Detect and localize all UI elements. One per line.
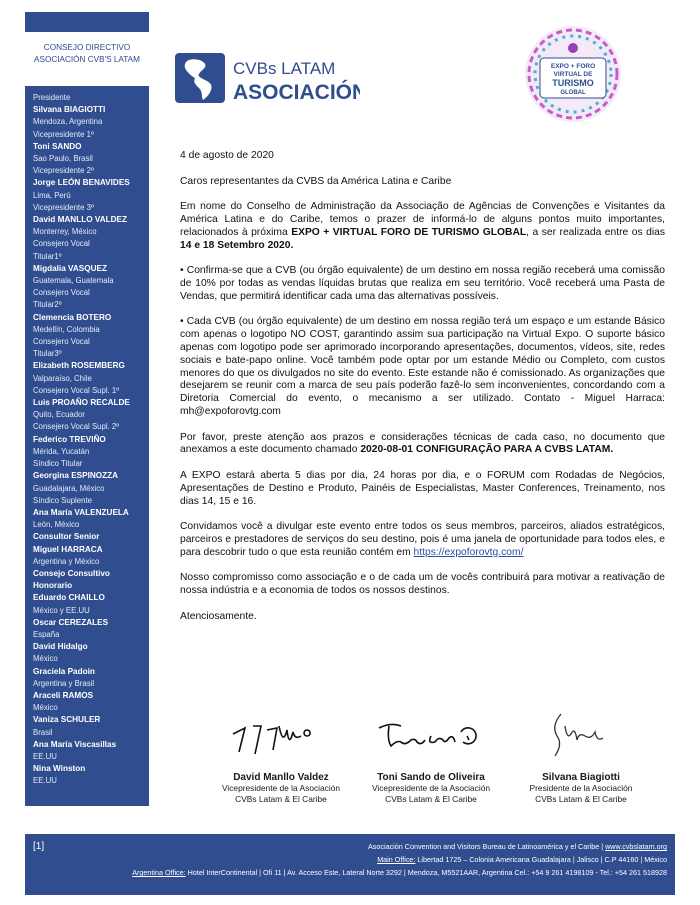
cvbs-latam-logo <box>175 52 360 108</box>
board-member-name: Miguel HARRACA <box>33 544 103 554</box>
signer-1-name: David Manllo Valdez <box>233 772 329 783</box>
letter-body <box>180 150 665 636</box>
board-member-detail: León, México <box>33 520 80 530</box>
paragraph-intro <box>180 201 665 252</box>
board-member-detail: México y EE.UU <box>33 605 90 615</box>
p1-text-a: Em nome do Conselho de Administração da Associação de Agências de Convenções e Visitantes da América Latina e do Caribe, temos o prazer de informá-lo de alguns pontos muito importantes, relacionados à próxima <box>180 201 665 238</box>
logo-line2: ASOCIACIÓN <box>233 81 360 104</box>
signature-2 <box>360 706 502 805</box>
board-member-detail: Mérida, Yucatán <box>33 446 90 456</box>
signature-3 <box>510 706 652 805</box>
board-member-name: Graciela Padoin <box>33 666 95 676</box>
board-member-name: Vaniza SCHULER <box>33 715 101 725</box>
board-member-detail: Consejero Vocal Supl. 2º <box>33 422 120 432</box>
footer-association-name: Asociación Convention and Visitors Bureau de Latinoamérica y el Caribe | <box>368 842 606 851</box>
board-member-name: Ana María VALENZUELA <box>33 507 129 517</box>
handwritten-signature-3 <box>521 706 641 768</box>
argentina-office-address: Hotel InterContinental | Ofi 11 | Av. Acceso Este, Lateral Norte 3292 | Mendoza, M5521AAR, Argentina Cel.: +54 9 261 4198109 - Tel.: +54 261 518928 <box>185 868 667 877</box>
board-member-detail: Presidente <box>33 93 71 102</box>
board-member-detail: Lima, Perú <box>33 190 71 200</box>
handwritten-signature-2 <box>371 706 491 768</box>
board-member-name: Honorario <box>33 581 73 591</box>
paragraph-attachment <box>180 432 665 458</box>
board-member-detail: Argentina y México <box>33 556 100 566</box>
board-member-name: Eduardo CHAILLO <box>33 593 105 603</box>
argentina-office-label: Argentina Office: <box>132 868 186 877</box>
board-member-name: Migdalia VASQUEZ <box>33 263 107 273</box>
board-member-detail: Consejero Vocal <box>33 337 90 347</box>
letter-date: 4 de agosto de 2020 <box>180 150 274 161</box>
board-sidebar <box>25 36 149 810</box>
footer-argentina-office <box>132 868 667 877</box>
board-member-name: Consejo Consultivo <box>33 568 110 578</box>
board-member-detail: Guadalajara, México <box>33 483 105 493</box>
board-member-detail: México <box>33 654 58 664</box>
board-member-detail: Consejero Vocal Supl. 1º <box>33 385 120 395</box>
board-member-detail: Vicepresidente 3º <box>33 202 94 212</box>
board-member-name: Elizabeth ROSEMBERG <box>33 361 125 371</box>
badge-line4: GLOBAL <box>560 90 586 96</box>
board-member-name: Federico TREVIÑO <box>33 434 106 444</box>
page-number: [1] <box>33 841 45 852</box>
board-member-detail: México <box>33 703 58 713</box>
expo-foro-badge <box>518 12 628 137</box>
page-footer <box>25 834 675 895</box>
board-member-detail: Brasil <box>33 727 53 737</box>
footer-website-link[interactable]: www.cvbslatam.org <box>605 842 667 851</box>
footer-main-office <box>377 855 667 864</box>
board-member-detail: Vicepresidente 2º <box>33 166 94 176</box>
paragraph-commission: • Confirma-se que a CVB (ou órgão equivalente) de um destino em nossa região receberá uma comissão de 10% por todas as vendas líquidas brutas que realiza em seu território. Você receberá uma Pasta de Vendas, que permitirá identificar cada uma das alternativas possíveis. <box>180 265 665 302</box>
board-member-detail: Sao Paulo, Brasil <box>33 154 93 164</box>
board-member-detail: España <box>33 629 60 639</box>
signer-3-name: Silvana Biagiotti <box>542 772 620 783</box>
board-member-name: Luis PROAÑO RECALDE <box>33 398 130 408</box>
footer-association-line <box>368 842 667 851</box>
signer-3-title2: CVBs Latam & El Caribe <box>535 794 627 804</box>
board-member-name: David Hidalgo <box>33 642 88 652</box>
p1-event-name: EXPO + VIRTUAL FORO DE TURISMO GLOBAL <box>291 226 527 238</box>
badge-line3: TURISMO <box>552 78 594 88</box>
sidebar-header-line2: ASOCIACIÓN CVB'S LATAM <box>34 55 140 64</box>
location-pin-icon <box>568 43 578 53</box>
signer-3-title1: Presidente de la Asociación <box>529 783 633 793</box>
p6-text-a: Convidamos você a divulgar este evento entre todos os seus membros, parceiros, aliados estratégicos, parceiros e prestadores de serviços do seu destino, pois é uma janela de oportunidade para todos eles, e para descobrir tudo o que esta reunião contém em <box>180 521 665 558</box>
sidebar-header-line1: CONSEJO DIRECTIVO <box>43 43 131 52</box>
board-member-detail: Síndico Titular <box>33 459 83 469</box>
main-office-address: Libertad 1725 – Colonia Americana Guadalajara | Jalisco | C.P 44160 | México <box>415 855 667 864</box>
board-member-detail: Vicepresidente 1º <box>33 129 94 139</box>
p4-doc-name: 2020-08-01 CONFIGURAÇÃO PARA A CVBS LATAM. <box>360 444 614 456</box>
signer-2-title1: Vicepresidente de la Asociación <box>371 783 491 793</box>
board-member-detail: Guatemala, Guatemala <box>33 276 114 286</box>
board-member-name: Oscar CEREZALES <box>33 617 109 627</box>
board-member-detail: Consejero Vocal <box>33 288 90 298</box>
board-member-name: Silvana BIAGIOTTI <box>33 105 106 115</box>
board-member-detail: Argentina y Brasil <box>33 678 95 688</box>
board-member-detail: Titular3º <box>33 349 62 359</box>
board-member-name: Araceli RAMOS <box>33 690 94 700</box>
board-member-name: Nina Winston <box>33 764 86 774</box>
badge-line2: VIRTUAL DE <box>553 71 593 78</box>
p1-text-c: , a ser realizada entre os dias <box>526 226 665 238</box>
p4-text-a: Por favor, preste atenção aos prazos e considerações técnicas de cada caso, no documento que anexamos a este documento chamado <box>180 431 665 456</box>
board-member-detail: Valparaíso, Chile <box>33 373 92 383</box>
header-color-bar <box>25 12 149 32</box>
board-member-name: Ana María Viscasillas <box>33 739 117 749</box>
board-member-name: Clemencia BOTERO <box>33 312 112 322</box>
letter-closing: Atenciosamente. <box>180 610 257 622</box>
board-member-name: David MANLLO VALDEZ <box>33 215 128 225</box>
board-member-detail: Titular1º <box>33 251 62 261</box>
signature-1 <box>210 706 352 805</box>
board-member-name: Consultor Senior <box>33 532 100 542</box>
board-member-list <box>25 86 149 806</box>
board-member-name: Georgina ESPINOZZA <box>33 471 119 481</box>
board-member-detail: Síndico Suplente <box>33 495 92 505</box>
paragraph-schedule: A EXPO estará aberta 5 dias por dia, 24 horas por dia, e o FORUM com Rodadas de Negócios, Apresentações de Destino e Produto, Painéis de Especialistas, Master Conferences, Treinamento, nos dias 14, 15 e 16. <box>180 469 665 507</box>
handwritten-signature-1 <box>221 706 341 768</box>
signer-2-name: Toni Sando de Oliveira <box>377 772 485 783</box>
signer-1-title2: CVBs Latam & El Caribe <box>235 794 327 804</box>
sidebar-header <box>25 42 149 66</box>
board-member-detail: Monterrey, México <box>33 227 97 237</box>
board-member-name: Toni SANDO <box>33 141 82 151</box>
signer-1-title1: Vicepresidente de la Asociación <box>221 783 341 793</box>
americas-map-icon <box>175 52 360 108</box>
board-member-detail: Medellín, Colombia <box>33 324 100 334</box>
badge-line1: EXPO + FORO <box>550 63 596 70</box>
letter-greeting: Caros representantes da CVBS da América Latina e Caribe <box>180 175 452 187</box>
paragraph-invite <box>180 521 665 559</box>
board-member-name: Jorge LEÓN BENAVIDES <box>33 178 130 188</box>
p1-dates: 14 e 18 Setembro 2020. <box>180 239 294 251</box>
signer-2-title2: CVBs Latam & El Caribe <box>385 794 477 804</box>
board-member-detail: EE.UU <box>33 751 57 761</box>
board-member-detail: Titular2º <box>33 300 62 310</box>
signature-block <box>222 706 662 816</box>
board-member-detail: EE.UU <box>33 776 57 786</box>
paragraph-commitment: Nosso compromisso como associação e o de cada um de vocês contribuirá para motivar a reativação de nossa indústria e a economia de todos os nossos destinos. <box>180 572 665 597</box>
board-member-detail: Mendoza, Argentina <box>33 117 103 127</box>
expo-website-link[interactable]: https://expoforovtg.com/ <box>413 546 524 558</box>
paragraph-stand: • Cada CVB (ou órgão equivalente) de um destino em nossa região terá um espaço e um estande Básico com apenas o logotipo NO COST, garantindo assim sua participação na Virtual Expo. O suporte básico apenas com logotipo pode ser aprimorado incorporando apresentações, documentos, vídeos, site, redes sociais e bate-papo online. Você também pode optar por um estande Médio ou Completo, com custos menores do que os divulgados no site do evento. Este estande não é comissionado. As organizações que desejarem se reunir com a marca de seu país poderão fazê-lo sem inconvenientes, concordando com a Diretoria Comercial do evento, o mecanismo a ser utilizado. Contato - Miguel Harraca: mh@expoforovtg.com <box>180 316 665 417</box>
board-member-detail: Quito, Ecuador <box>33 410 86 420</box>
board-member-detail: Consejero Vocal <box>33 239 90 249</box>
main-office-label: Main Office: <box>377 855 416 864</box>
logo-line1: CVBs LATAM <box>233 59 336 78</box>
